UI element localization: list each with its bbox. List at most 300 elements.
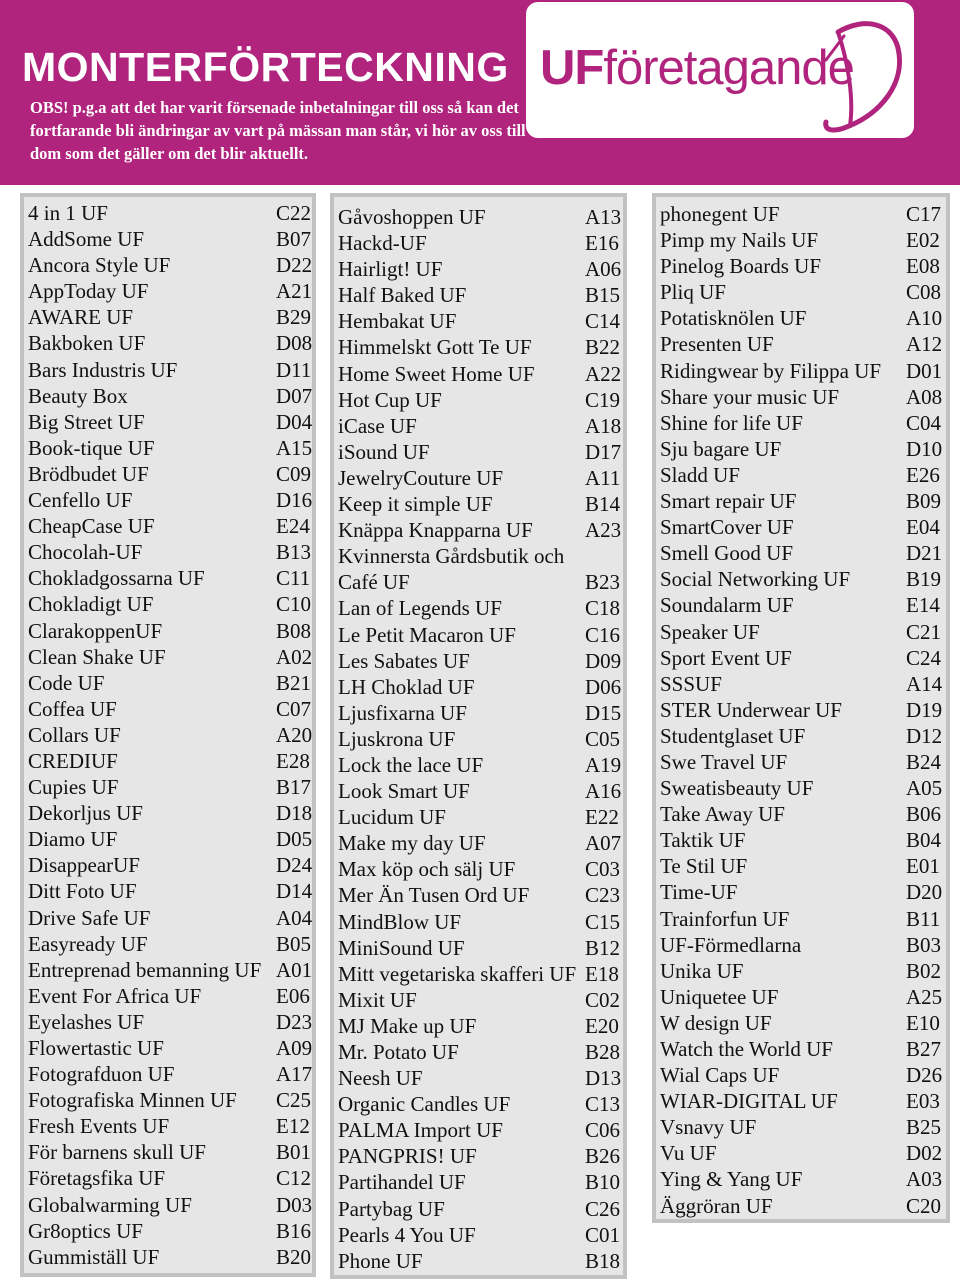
exhibitor-row bbox=[28, 435, 312, 461]
booth-code: B27 bbox=[906, 1037, 942, 1061]
exhibitor-name: MJ Make up UF bbox=[338, 1013, 477, 1038]
exhibitor-name: Mixit UF bbox=[338, 987, 417, 1012]
booth-code: A20 bbox=[276, 722, 313, 747]
exhibitor-name: Café UF bbox=[338, 570, 410, 595]
exhibitor-row bbox=[338, 987, 623, 1013]
booth-code: C02 bbox=[585, 987, 621, 1012]
exhibitor-name: Mr. Potato UF bbox=[338, 1040, 459, 1064]
booth-code: B06 bbox=[906, 802, 942, 827]
exhibitor-name: Beauty Box bbox=[28, 383, 128, 408]
exhibitor-row bbox=[338, 648, 623, 674]
booth-code: A04 bbox=[276, 905, 313, 930]
exhibitor-name: Watch the World UF bbox=[660, 1037, 833, 1061]
booth-code: D13 bbox=[585, 1066, 622, 1091]
exhibitor-name: Hackd-UF bbox=[338, 231, 427, 256]
exhibitor-row bbox=[338, 230, 623, 256]
exhibitor-name: Clean Shake UF bbox=[28, 644, 166, 669]
exhibitor-row bbox=[338, 674, 623, 700]
exhibitor-row bbox=[338, 1143, 623, 1169]
exhibitor-row bbox=[338, 413, 623, 439]
booth-code: E10 bbox=[906, 1010, 940, 1035]
exhibitor-row bbox=[660, 305, 946, 331]
exhibitor-name: MiniSound UF bbox=[338, 935, 465, 960]
booth-code: D10 bbox=[906, 436, 943, 461]
exhibitor-row bbox=[338, 204, 623, 230]
exhibitor-name: iSound UF bbox=[338, 439, 430, 464]
exhibitor-row bbox=[660, 853, 946, 879]
exhibitor-row bbox=[28, 1087, 312, 1113]
exhibitor-name: Big Street UF bbox=[28, 409, 145, 434]
booth-code: D15 bbox=[585, 700, 622, 725]
booth-code: E02 bbox=[906, 228, 940, 253]
exhibitor-row bbox=[28, 304, 312, 330]
booth-code: E28 bbox=[276, 748, 310, 773]
booth-code: D16 bbox=[276, 488, 313, 513]
booth-code: B10 bbox=[585, 1170, 621, 1195]
booth-code: D04 bbox=[276, 409, 313, 434]
exhibitor-row bbox=[338, 726, 623, 752]
exhibitor-name: W design UF bbox=[660, 1010, 772, 1035]
booth-code: A25 bbox=[906, 984, 943, 1009]
exhibitor-name: Ying & Yang UF bbox=[660, 1167, 803, 1192]
exhibitor-row bbox=[28, 357, 312, 383]
booth-code: E16 bbox=[585, 231, 619, 256]
exhibitor-row bbox=[28, 644, 312, 670]
exhibitor-name: Share your music UF bbox=[660, 384, 840, 409]
exhibitor-name: Smart repair UF bbox=[660, 489, 797, 514]
exhibitor-name: Eyelashes UF bbox=[28, 1009, 145, 1034]
exhibitor-row bbox=[660, 723, 946, 749]
booth-code: C23 bbox=[585, 883, 621, 908]
exhibitor-name: Sport Event UF bbox=[660, 645, 792, 670]
booth-code: B05 bbox=[276, 931, 312, 956]
exhibitor-row bbox=[660, 1062, 946, 1088]
exhibitor-name: För barnens skull UF bbox=[28, 1140, 206, 1165]
exhibitor-name: Collars UF bbox=[28, 722, 121, 747]
exhibitor-row bbox=[660, 984, 946, 1010]
exhibitor-row bbox=[338, 700, 623, 726]
exhibitor-name: Make my day UF bbox=[338, 831, 486, 856]
exhibitor-row bbox=[28, 383, 312, 409]
exhibitor-row bbox=[28, 1192, 312, 1218]
booth-code: A09 bbox=[276, 1036, 313, 1060]
booth-code: B21 bbox=[276, 670, 312, 695]
exhibitor-name: Speaker UF bbox=[660, 619, 760, 644]
exhibitor-name: Globalwarming UF bbox=[28, 1192, 192, 1217]
exhibitor-name: Brödbudet UF bbox=[28, 461, 149, 486]
exhibitor-name: MindBlow UF bbox=[338, 909, 462, 934]
exhibitor-row bbox=[660, 1010, 946, 1036]
exhibitor-row bbox=[338, 804, 623, 830]
booth-code: A12 bbox=[906, 332, 943, 357]
booth-code: B12 bbox=[585, 935, 621, 960]
exhibitor-row bbox=[28, 330, 312, 356]
booth-code: B28 bbox=[585, 1040, 621, 1064]
exhibitor-row bbox=[28, 487, 312, 513]
exhibitor-name: Dekorljus UF bbox=[28, 801, 143, 826]
exhibitor-row bbox=[28, 722, 312, 748]
booth-code: B25 bbox=[906, 1115, 942, 1140]
booth-code: A23 bbox=[585, 518, 622, 543]
exhibitor-row bbox=[338, 543, 623, 569]
booth-code: B11 bbox=[906, 906, 941, 931]
exhibitor-row bbox=[660, 540, 946, 566]
exhibitor-name: Ridingwear by Filippa UF bbox=[660, 358, 882, 383]
exhibitor-row bbox=[28, 905, 312, 931]
exhibitor-row bbox=[28, 957, 312, 983]
exhibitor-name: Företagsfika UF bbox=[28, 1166, 166, 1191]
exhibitor-name: Hembakat UF bbox=[338, 309, 457, 334]
booth-code: E03 bbox=[906, 1089, 940, 1114]
exhibitor-row bbox=[338, 1222, 623, 1248]
booth-code: A10 bbox=[906, 306, 943, 331]
booth-code: A19 bbox=[585, 752, 622, 777]
exhibitor-name: Chokladigt UF bbox=[28, 592, 154, 617]
booth-code: D08 bbox=[276, 331, 313, 356]
exhibitor-row bbox=[338, 1117, 623, 1143]
exhibitor-name: Lan of Legends UF bbox=[338, 596, 502, 621]
exhibitor-row bbox=[660, 1193, 946, 1219]
exhibitor-row bbox=[28, 1244, 312, 1270]
exhibitor-name: Kvinnersta Gårdsbutik och bbox=[338, 544, 565, 569]
exhibitor-name: Te Stil UF bbox=[660, 854, 748, 879]
exhibitor-row bbox=[338, 439, 623, 465]
exhibitor-name: Partihandel UF bbox=[338, 1170, 466, 1195]
exhibitor-row bbox=[660, 384, 946, 410]
exhibitor-row bbox=[660, 253, 946, 279]
exhibitor-row bbox=[338, 387, 623, 413]
exhibitor-row bbox=[28, 983, 312, 1009]
booth-code: D26 bbox=[906, 1063, 943, 1088]
exhibitor-row bbox=[660, 410, 946, 436]
exhibitor-name: Smell Good UF bbox=[660, 541, 794, 566]
exhibitor-row bbox=[338, 308, 623, 334]
booth-code: C22 bbox=[276, 201, 312, 225]
exhibitor-name: Bars Industris UF bbox=[28, 357, 178, 382]
booth-code: B17 bbox=[276, 775, 312, 800]
exhibitor-row bbox=[338, 491, 623, 517]
booth-code: C06 bbox=[585, 1118, 621, 1143]
booth-code: C09 bbox=[276, 461, 312, 486]
exhibitor-row bbox=[28, 800, 312, 826]
exhibitor-name: CheapCase UF bbox=[28, 514, 155, 539]
exhibitor-name: Unika UF bbox=[660, 958, 744, 983]
notice-text: OBS! p.g.a att det har varit försenade inbetalningar till oss så kan det fortfarande bli ändringar av vart på mässan man står, vi hör av oss till dom som det gäller om det blir aktuellt. bbox=[30, 98, 526, 163]
exhibitor-row bbox=[660, 801, 946, 827]
exhibitor-row bbox=[660, 1140, 946, 1166]
exhibitor-name: Ancora Style UF bbox=[28, 253, 171, 278]
exhibitor-name: 4 in 1 UF bbox=[28, 201, 108, 225]
exhibitor-row bbox=[28, 618, 312, 644]
booth-code: C01 bbox=[585, 1222, 621, 1247]
exhibitor-name: Gr8optics UF bbox=[28, 1218, 143, 1243]
booth-code: A17 bbox=[276, 1062, 313, 1087]
booth-code: C08 bbox=[906, 280, 942, 305]
exhibitor-name: WIAR-DIGITAL UF bbox=[660, 1089, 838, 1114]
booth-code: B01 bbox=[276, 1140, 312, 1165]
booth-code: C03 bbox=[585, 857, 621, 882]
exhibitor-name: Easyready UF bbox=[28, 931, 148, 956]
booth-code: A18 bbox=[585, 413, 622, 438]
booth-code: D21 bbox=[906, 541, 943, 566]
exhibitor-name: Potatisknölen UF bbox=[660, 306, 807, 331]
booth-code: C17 bbox=[906, 202, 942, 226]
exhibitor-name: AddSome UF bbox=[28, 227, 145, 252]
exhibitor-name: Studentglaset UF bbox=[660, 723, 806, 748]
booth-code: D12 bbox=[906, 723, 943, 748]
booth-code: D03 bbox=[276, 1192, 313, 1217]
exhibitor-row bbox=[338, 622, 623, 648]
exhibitor-row bbox=[338, 1248, 623, 1274]
exhibitor-name: Knäppa Knapparna UF bbox=[338, 518, 533, 543]
exhibitor-row bbox=[660, 592, 946, 618]
booth-code: A22 bbox=[585, 361, 622, 386]
booth-code: C10 bbox=[276, 592, 312, 617]
exhibitor-name: Äggröran UF bbox=[660, 1193, 773, 1218]
exhibitor-name: Event For Africa UF bbox=[28, 983, 202, 1008]
booth-code: C13 bbox=[585, 1092, 621, 1117]
booth-code: A03 bbox=[906, 1167, 943, 1192]
exhibitor-row bbox=[28, 278, 312, 304]
exhibitor-row bbox=[660, 906, 946, 932]
booth-code: C12 bbox=[276, 1166, 312, 1191]
exhibitor-name: Wial Caps UF bbox=[660, 1063, 780, 1088]
exhibitor-name: Le Petit Macaron UF bbox=[338, 622, 516, 647]
exhibitor-name: Gåvoshoppen UF bbox=[338, 205, 486, 229]
exhibitor-row bbox=[28, 252, 312, 278]
booth-code: E24 bbox=[276, 514, 310, 539]
booth-code: D14 bbox=[276, 879, 313, 904]
exhibitor-row bbox=[338, 1039, 623, 1065]
exhibitor-row bbox=[28, 670, 312, 696]
exhibitor-name: Max köp och sälj UF bbox=[338, 857, 516, 882]
booth-code: B18 bbox=[585, 1248, 621, 1273]
booth-code: C21 bbox=[906, 619, 942, 644]
booth-code: D19 bbox=[906, 697, 943, 722]
exhibitor-row bbox=[338, 465, 623, 491]
exhibitor-row bbox=[338, 778, 623, 804]
exhibitor-name: SmartCover UF bbox=[660, 515, 794, 540]
exhibitor-row bbox=[660, 697, 946, 723]
exhibitor-name: Sladd UF bbox=[660, 462, 740, 487]
booth-code: D23 bbox=[276, 1009, 313, 1034]
booth-code: D22 bbox=[276, 253, 313, 278]
exhibitor-row bbox=[338, 282, 623, 308]
exhibitor-name: Pimp my Nails UF bbox=[660, 228, 819, 253]
booth-code: C04 bbox=[906, 410, 942, 435]
exhibitor-name: Social Networking UF bbox=[660, 567, 851, 592]
booth-code: E04 bbox=[906, 515, 940, 540]
booth-code: A21 bbox=[276, 279, 313, 304]
booth-code: E08 bbox=[906, 254, 940, 279]
exhibitor-name: Uniquetee UF bbox=[660, 984, 779, 1009]
booth-code: D09 bbox=[585, 648, 622, 673]
exhibitor-name: Ditt Foto UF bbox=[28, 879, 137, 904]
booth-code: A01 bbox=[276, 957, 313, 982]
exhibitor-name: Time-UF bbox=[660, 880, 738, 905]
exhibitor-name: AppToday UF bbox=[28, 279, 149, 304]
exhibitor-row bbox=[338, 334, 623, 360]
exhibitor-row bbox=[660, 488, 946, 514]
exhibitor-column-3 bbox=[652, 193, 950, 1223]
exhibitor-row bbox=[28, 591, 312, 617]
exhibitor-row bbox=[338, 882, 623, 908]
booth-code: A07 bbox=[585, 831, 622, 856]
booth-code: C18 bbox=[585, 596, 621, 621]
booth-code: C05 bbox=[585, 726, 621, 751]
exhibitor-name: Cenfello UF bbox=[28, 488, 133, 513]
booth-code: A05 bbox=[906, 776, 943, 801]
booth-code: C11 bbox=[276, 566, 311, 591]
exhibitor-name: Mer Än Tusen Ord UF bbox=[338, 883, 530, 908]
exhibitor-name: Home Sweet Home UF bbox=[338, 361, 535, 386]
booth-code: B23 bbox=[585, 570, 621, 595]
exhibitor-name: Partybag UF bbox=[338, 1196, 445, 1221]
exhibitor-name: Diamo UF bbox=[28, 827, 118, 852]
exhibitor-row bbox=[660, 566, 946, 592]
exhibitor-row bbox=[660, 645, 946, 671]
booth-code: E20 bbox=[585, 1013, 619, 1038]
booth-code: C16 bbox=[585, 622, 621, 647]
exhibitor-row bbox=[660, 879, 946, 905]
exhibitor-name: phonegent UF bbox=[660, 202, 780, 226]
exhibitor-name: Lucidum UF bbox=[338, 805, 446, 830]
exhibitor-name: Gummiställ UF bbox=[28, 1244, 160, 1269]
booth-code: B24 bbox=[906, 749, 942, 774]
logo-wordmark: UFföretagande bbox=[540, 41, 854, 95]
booth-code: C26 bbox=[585, 1196, 621, 1221]
exhibitor-row bbox=[338, 1091, 623, 1117]
exhibitor-name: JewelryCouture UF bbox=[338, 465, 504, 490]
booth-code: D18 bbox=[276, 801, 313, 826]
exhibitor-row bbox=[28, 1165, 312, 1191]
exhibitor-name: Coffea UF bbox=[28, 696, 117, 721]
exhibitor-name: Neesh UF bbox=[338, 1066, 423, 1091]
exhibitor-name: ClarakoppenUF bbox=[28, 618, 163, 643]
booth-code: E12 bbox=[276, 1114, 310, 1139]
booth-code: A06 bbox=[585, 257, 622, 282]
exhibitor-row bbox=[28, 1139, 312, 1165]
exhibitor-name: Bakboken UF bbox=[28, 331, 146, 356]
exhibitor-name: UF-Förmedlarna bbox=[660, 932, 802, 957]
exhibitor-row bbox=[338, 361, 623, 387]
booth-code: E01 bbox=[906, 854, 940, 879]
exhibitor-row bbox=[338, 595, 623, 621]
exhibitor-name: Sju bagare UF bbox=[660, 436, 782, 461]
exhibitor-row bbox=[28, 826, 312, 852]
booth-code: C15 bbox=[585, 909, 621, 934]
booth-code: B16 bbox=[276, 1218, 312, 1243]
exhibitor-name: Les Sabates UF bbox=[338, 648, 470, 673]
exhibitor-row bbox=[28, 226, 312, 252]
exhibitor-name: Keep it simple UF bbox=[338, 492, 493, 517]
booth-code: C14 bbox=[585, 309, 621, 334]
exhibitor-row bbox=[660, 671, 946, 697]
exhibitor-row bbox=[660, 201, 946, 227]
booth-code: A15 bbox=[276, 435, 313, 460]
booth-code: D06 bbox=[585, 674, 622, 699]
exhibitor-row bbox=[660, 514, 946, 540]
booth-code: A02 bbox=[276, 644, 313, 669]
booth-code: B26 bbox=[585, 1144, 621, 1169]
exhibitor-row bbox=[660, 1036, 946, 1062]
exhibitor-row bbox=[28, 461, 312, 487]
exhibitor-row bbox=[28, 565, 312, 591]
exhibitor-row bbox=[660, 932, 946, 958]
booth-code: C07 bbox=[276, 696, 312, 721]
exhibitor-column-2 bbox=[330, 193, 627, 1279]
exhibitor-name: Fotografiska Minnen UF bbox=[28, 1088, 237, 1113]
booth-code: E22 bbox=[585, 805, 619, 830]
booth-code: D11 bbox=[276, 357, 312, 382]
exhibitor-name: Drive Safe UF bbox=[28, 905, 151, 930]
exhibitor-name: Trainforfun UF bbox=[660, 906, 790, 931]
booth-code: D24 bbox=[276, 853, 313, 878]
booth-code: D07 bbox=[276, 383, 313, 408]
booth-code: D02 bbox=[906, 1141, 943, 1166]
exhibitor-name: Pinelog Boards UF bbox=[660, 254, 822, 279]
booth-code: C24 bbox=[906, 645, 942, 670]
exhibitor-row bbox=[28, 696, 312, 722]
exhibitor-row bbox=[28, 774, 312, 800]
booth-code: E26 bbox=[906, 462, 940, 487]
booth-code: A13 bbox=[585, 205, 622, 229]
exhibitor-name: Vu UF bbox=[660, 1141, 717, 1166]
exhibitor-row bbox=[28, 1113, 312, 1139]
exhibitor-name: Pliq UF bbox=[660, 280, 726, 305]
exhibitor-name: Half Baked UF bbox=[338, 283, 467, 308]
exhibitor-row bbox=[338, 830, 623, 856]
exhibitor-row bbox=[338, 961, 623, 987]
booth-code: B15 bbox=[585, 283, 621, 308]
exhibitor-row bbox=[660, 227, 946, 253]
exhibitor-row bbox=[660, 775, 946, 801]
exhibitor-row bbox=[338, 1065, 623, 1091]
booth-code: D01 bbox=[906, 358, 943, 383]
exhibitor-row bbox=[660, 331, 946, 357]
exhibitor-name: Ljusfixarna UF bbox=[338, 700, 467, 725]
booth-code: C25 bbox=[276, 1088, 312, 1113]
exhibitor-row bbox=[660, 436, 946, 462]
exhibitor-name: PALMA Import UF bbox=[338, 1118, 503, 1143]
booth-code: B03 bbox=[906, 932, 942, 957]
page-title: MONTERFÖRTECKNING bbox=[22, 44, 509, 90]
exhibitor-row bbox=[660, 749, 946, 775]
booth-code: E06 bbox=[276, 983, 310, 1008]
booth-code: B29 bbox=[276, 305, 312, 330]
exhibitor-row bbox=[660, 279, 946, 305]
booth-code: A11 bbox=[585, 465, 621, 490]
exhibitor-name: Ljuskrona UF bbox=[338, 726, 456, 751]
booth-code: A14 bbox=[906, 671, 943, 696]
booth-code: B14 bbox=[585, 492, 621, 517]
exhibitor-row bbox=[28, 1009, 312, 1035]
exhibitor-name: Hairligt! UF bbox=[338, 257, 443, 282]
exhibitor-row bbox=[28, 878, 312, 904]
exhibitor-name: Chokladgossarna UF bbox=[28, 566, 205, 591]
booth-code: B19 bbox=[906, 567, 942, 592]
booth-code: B13 bbox=[276, 540, 312, 565]
exhibitor-name: Code UF bbox=[28, 670, 105, 695]
exhibitor-name: Lock the lace UF bbox=[338, 752, 484, 777]
exhibitor-name: Flowertastic UF bbox=[28, 1036, 164, 1060]
booth-code: B22 bbox=[585, 335, 621, 360]
booth-code: C20 bbox=[906, 1193, 942, 1218]
exhibitor-row bbox=[660, 1114, 946, 1140]
exhibitor-row bbox=[28, 931, 312, 957]
uf-foretagande-logo bbox=[526, 2, 914, 138]
exhibitor-row bbox=[28, 513, 312, 539]
